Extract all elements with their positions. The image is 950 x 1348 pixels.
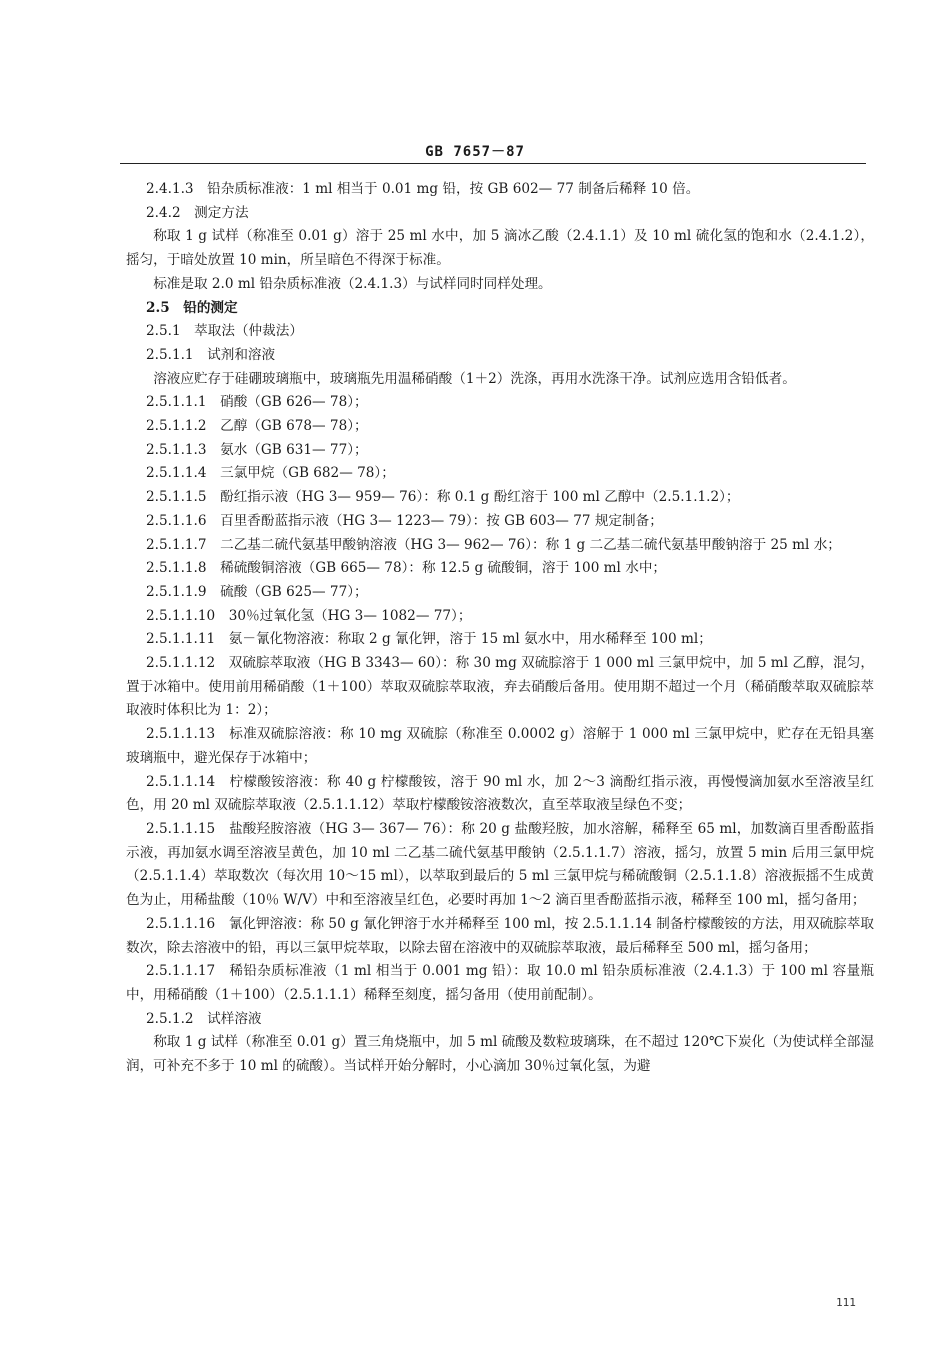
clause-2-5-1-1-heading: 2.5.1.1 试剂和溶液	[146, 346, 276, 363]
paragraph: 溶液应贮存于硅硼玻璃瓶中，玻璃瓶先用温稀硝酸（1＋2）洗涤，再用水洗涤干净。试剂应选用含铅低者。	[153, 370, 796, 387]
clause-2-4-2-heading: 2.4.2 测定方法	[146, 204, 249, 221]
list-item: 2.5.1.1.15 盐酸羟胺溶液（HG 3— 367— 76）：称 20 g 盐酸羟胺，加水溶解，稀释至 65 ml，加数滴百里香酚蓝指示液，再加氨水调至溶液呈黄色，加 10 ml 二乙基二硫代氨基甲酸钠（2.5.1.1.7）溶液，摇匀，放置 5 min 后用三氯甲烷（2.5.1.1.4）萃取数次（每次用 10～15 ml），以萃取到最后的 5 ml 三氯甲烷与稀硫酸铜（2.5.1.1.8）溶液振摇不生成黄色为止，用稀盐酸（10％ W/V）中和至溶液呈红色，必要时再加 1～2 滴百里香酚蓝指示液，稀释至 100 ml，摇匀备用；	[126, 820, 874, 909]
list-item: 2.5.1.1.12 双硫腙萃取液（HG B 3343— 60）：称 30 mg 双硫腙溶于 1 000 ml 三氯甲烷中，加 5 ml 乙醇，混匀，置于冰箱中。使用前用稀硝酸（1＋100）萃取双硫腙萃取液，弃去硝酸后备用。使用期不超过一个月（稀硝酸萃取双硫腙萃取液时体积比为 1：2）；	[126, 655, 874, 719]
list-item: 2.5.1.1.2 乙醇（GB 678— 78）；	[146, 418, 368, 435]
clause-2-4-1-3: 2.4.1.3 铅杂质标准液：1 ml 相当于 0.01 mg 铅，按 GB 602— 77 制备后稀释 10 倍。	[146, 181, 700, 197]
list-item: 2.5.1.1.17 稀铅杂质标准液（1 ml 相当于 0.001 mg 铅）：取 10.0 ml 铅杂质标准液（2.4.1.3）于 100 ml 容量瓶中，用稀硝酸（1＋100）（2.5.1.1.1）稀释至刻度，摇匀备用（使用前配制）。	[126, 963, 874, 1003]
list-item: 2.5.1.1.6 百里香酚蓝指示液（HG 3— 1223— 79）：按 GB 603— 77 规定制备；	[146, 512, 663, 529]
list-item: 2.5.1.1.16 氰化钾溶液：称 50 g 氰化钾溶于水并稀释至 100 ml，按 2.5.1.1.14 制备柠檬酸铵的方法，用双硫腙萃取数次，除去溶液中的铅，再以三氯甲烷萃取，以除去留在溶液中的双硫腙萃取液，最后稀释至 500 ml，摇匀备用；	[126, 915, 874, 956]
paragraph: 称取 1 g 试样（称准至 0.01 g）溶于 25 ml 水中，加 5 滴冰乙酸（2.4.1.1）及 10 ml 硫化氢的饱和水（2.4.1.2），摇匀，于暗处放置 10 min，所呈暗色不得深于标准。	[126, 228, 874, 269]
list-item: 2.5.1.1.8 稀硫酸铜溶液（GB 665— 78）：称 12.5 g 硫酸铜，溶于 100 ml 水中；	[146, 560, 667, 577]
list-item: 2.5.1.1.5 酚红指示液（HG 3— 959— 76）：称 0.1 g 酚红溶于 100 ml 乙醇中（2.5.1.1.2）；	[146, 489, 740, 506]
clause-2-5-1-2-heading: 2.5.1.2 试样溶液	[146, 1010, 262, 1027]
list-item: 2.5.1.1.13 标准双硫腙溶液：称 10 mg 双硫腙（称准至 0.0002 g）溶解于 1 000 ml 三氯甲烷中，贮存在无铅具塞玻璃瓶中，避光保存于冰箱中；	[126, 726, 874, 766]
list-item: 2.5.1.1.11 氨－氰化物溶液：称取 2 g 氰化钾，溶于 15 ml 氨水中，用水稀释至 100 ml；	[146, 631, 712, 648]
clause-2-5-1-heading: 2.5.1 萃取法（仲裁法）	[146, 323, 303, 340]
list-item: 2.5.1.1.10 30％过氧化氢（HG 3— 1082— 77）；	[146, 607, 472, 624]
list-item: 2.5.1.1.1 硝酸（GB 626— 78）；	[146, 394, 368, 411]
section-2-5-heading: 2.5 铅的测定	[146, 299, 238, 316]
page-number: 111	[836, 1296, 856, 1309]
list-item: 2.5.1.1.14 柠檬酸铵溶液：称 40 g 柠檬酸铵，溶于 90 ml 水，加 2～3 滴酚红指示液，再慢慢滴加氨水至溶液呈红色，用 20 ml 双硫腙萃取液（2.5.1.1.12）萃取柠檬酸铵溶液数次，直至萃取液呈绿色不变；	[126, 773, 874, 814]
list-item: 2.5.1.1.7 二乙基二硫代氨基甲酸钠溶液（HG 3— 962— 76）：称 1 g 二乙基二硫代氨基甲酸钠溶于 25 ml 水；	[146, 536, 841, 553]
document-body	[126, 178, 874, 1079]
standard-code-header: GB 7657－87	[425, 144, 525, 160]
list-item: 2.5.1.1.9 硫酸（GB 625— 77）；	[146, 583, 368, 600]
paragraph: 称取 1 g 试样（称准至 0.01 g）置三角烧瓶中，加 5 ml 硫酸及数粒玻璃珠，在不超过 120℃下炭化（为使试样全部湿润，可补充不多于 10 ml 的硫酸）。当试样开始分解时，小心滴加 30％过氧化氢，为避	[126, 1034, 874, 1075]
header-rule	[120, 163, 866, 164]
paragraph: 标准是取 2.0 ml 铅杂质标准液（2.4.1.3）与试样同时同样处理。	[153, 275, 552, 292]
list-item: 2.5.1.1.4 三氯甲烷（GB 682— 78）；	[146, 465, 395, 482]
list-item: 2.5.1.1.3 氨水（GB 631— 77）；	[146, 441, 368, 458]
